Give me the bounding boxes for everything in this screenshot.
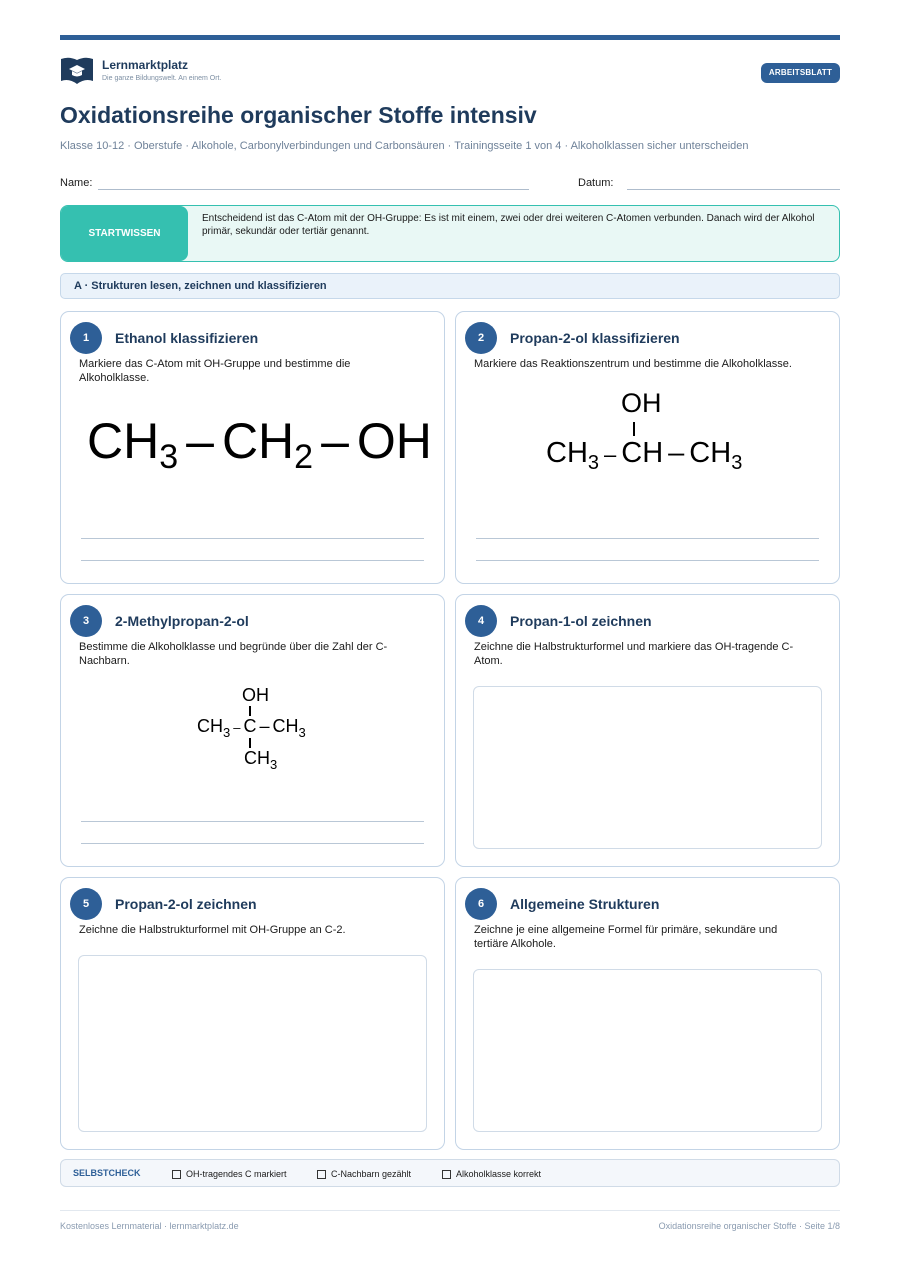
formula-subscript: 3 xyxy=(298,725,306,740)
checkbox[interactable] xyxy=(317,1170,326,1179)
page-subtitle: Klasse 10-12 · Oberstufe · Alkohole, Carbonylverbindungen und Carbonsäuren · Trainingsseite 1 von 4 · Alkoholklassen sicher unterscheiden xyxy=(60,140,749,152)
checkbox[interactable] xyxy=(442,1170,451,1179)
answer-line[interactable] xyxy=(81,538,424,539)
ethanol-formula xyxy=(87,412,432,486)
formula-group: CH xyxy=(272,716,299,736)
answer-line[interactable] xyxy=(81,821,424,822)
startwissen-box xyxy=(60,205,840,262)
bond-dash: – xyxy=(259,716,270,736)
task-card-3 xyxy=(60,594,445,867)
footer-divider xyxy=(60,1210,840,1211)
formula-subscript: 3 xyxy=(223,725,231,740)
task-title: Propan-2-ol zeichnen xyxy=(115,896,257,912)
footer-right: Oxidationsreihe organischer Stoffe · Seite 1/8 xyxy=(658,1221,840,1231)
drawing-area[interactable] xyxy=(473,686,822,849)
selfcheck-item[interactable] xyxy=(317,1169,411,1179)
task-number-badge: 6 xyxy=(465,888,497,920)
name-label: Name: xyxy=(60,177,93,189)
formula-group: OH xyxy=(356,413,432,469)
graduation-cap-logo-icon xyxy=(60,56,94,86)
formula-group: CH xyxy=(546,437,588,469)
task-title: Propan-1-ol zeichnen xyxy=(510,613,652,629)
task-number-badge: 4 xyxy=(465,605,497,637)
task-card-6 xyxy=(455,877,840,1150)
formula-subscript: 3 xyxy=(731,452,743,474)
date-field[interactable] xyxy=(627,189,840,190)
drawing-area[interactable] xyxy=(78,955,427,1132)
selfcheck-item[interactable] xyxy=(442,1169,541,1179)
formula-group: CH xyxy=(689,437,732,469)
task-title: Allgemeine Strukturen xyxy=(510,896,660,912)
startwissen-text: Entscheidend ist das C-Atom mit der OH-Gruppe: Es ist mit einem, zwei oder drei weiteren C-Atomen verbunden. Danach wird der Alkohol primär, sekundär oder tertiär genannt. xyxy=(202,213,815,237)
formula-group: OH xyxy=(621,388,662,418)
footer-left: Kostenloses Lernmaterial · lernmarktplatz.de xyxy=(60,1221,239,1231)
formula-group: OH xyxy=(242,685,269,705)
formula-group: CH xyxy=(87,413,160,469)
brand-tagline: Die ganze Bildungswelt. An einem Ort. xyxy=(102,75,222,82)
formula-group: CH xyxy=(244,748,270,768)
drawing-area[interactable] xyxy=(473,969,822,1132)
task-description: Markiere das C-Atom mit OH-Gruppe und bestimme die Alkoholklasse. xyxy=(79,358,351,384)
selfcheck-item-label: OH-tragendes C markiert xyxy=(186,1169,287,1179)
formula-subscript: 3 xyxy=(270,757,278,772)
bond-dash: – xyxy=(321,413,349,469)
task-title: Ethanol klassifizieren xyxy=(115,330,259,346)
answer-line[interactable] xyxy=(476,538,819,539)
formula-group: C xyxy=(243,716,257,736)
formula-subscript: 3 xyxy=(587,452,600,474)
bond-dash: – xyxy=(186,413,214,469)
selfcheck-item-label: C-Nachbarn gezählt xyxy=(331,1169,412,1179)
task-number-badge: 2 xyxy=(465,322,497,354)
formula-group: CH xyxy=(221,413,295,469)
formula-group: CH xyxy=(621,437,664,469)
task-title: Propan-2-ol klassifizieren xyxy=(510,330,680,346)
task-card-1 xyxy=(60,311,445,584)
task-number-badge: 5 xyxy=(70,888,102,920)
task-description: Markiere das Reaktionszentrum und bestimme die Alkoholklasse. xyxy=(474,358,792,370)
selfcheck-bar xyxy=(60,1159,840,1187)
section-header: A · Strukturen lesen, zeichnen und klassifizieren xyxy=(60,273,840,299)
task-number-badge: 1 xyxy=(70,322,102,354)
tert-butanol-formula xyxy=(197,715,306,744)
name-field[interactable] xyxy=(98,189,529,190)
task-title: 2-Methylpropan-2-ol xyxy=(115,613,249,629)
worksheet-badge: ARBEITSBLATT xyxy=(761,63,840,83)
checkbox[interactable] xyxy=(172,1170,181,1179)
brand-header xyxy=(60,56,221,86)
selfcheck-label: SELBSTCHECK xyxy=(73,1168,141,1178)
answer-line[interactable] xyxy=(476,560,819,561)
task-card-4 xyxy=(455,594,840,867)
page-title: Oxidationsreihe organischer Stoffe intensiv xyxy=(60,102,537,128)
formula-group: CH xyxy=(197,716,223,736)
brand-name: Lernmarktplatz xyxy=(102,58,189,72)
top-accent-bar xyxy=(60,35,840,40)
task-description: Bestimme die Alkoholklasse und begründe über die Zahl der C-Nachbarn. xyxy=(79,641,388,667)
task-number-badge: 3 xyxy=(70,605,102,637)
task-card-5 xyxy=(60,877,445,1150)
bond-dash: – xyxy=(668,437,685,469)
formula-subscript: 3 xyxy=(159,438,179,476)
bond-dash: – xyxy=(604,442,617,467)
selfcheck-item[interactable] xyxy=(172,1169,287,1179)
task-description: Zeichne die Halbstrukturformel mit OH-Gruppe an C-2. xyxy=(79,924,346,936)
vertical-bond xyxy=(633,422,635,436)
formula-subscript: 2 xyxy=(294,438,314,476)
methyl-group xyxy=(244,747,277,776)
answer-line[interactable] xyxy=(81,560,424,561)
task-card-2 xyxy=(455,311,840,584)
selfcheck-item-label: Alkoholklasse korrekt xyxy=(456,1169,542,1179)
answer-line[interactable] xyxy=(81,843,424,844)
startwissen-label: STARTWISSEN xyxy=(61,206,188,261)
task-description: Zeichne die Halbstrukturformel und markiere das OH-tragende C-Atom. xyxy=(474,641,794,667)
task-description: Zeichne je eine allgemeine Formel für primäre, sekundäre und tertiäre Alkohole. xyxy=(474,924,778,950)
propan-2-ol-formula xyxy=(546,436,742,480)
date-label: Datum: xyxy=(578,177,614,189)
bond-dash: – xyxy=(233,720,241,735)
